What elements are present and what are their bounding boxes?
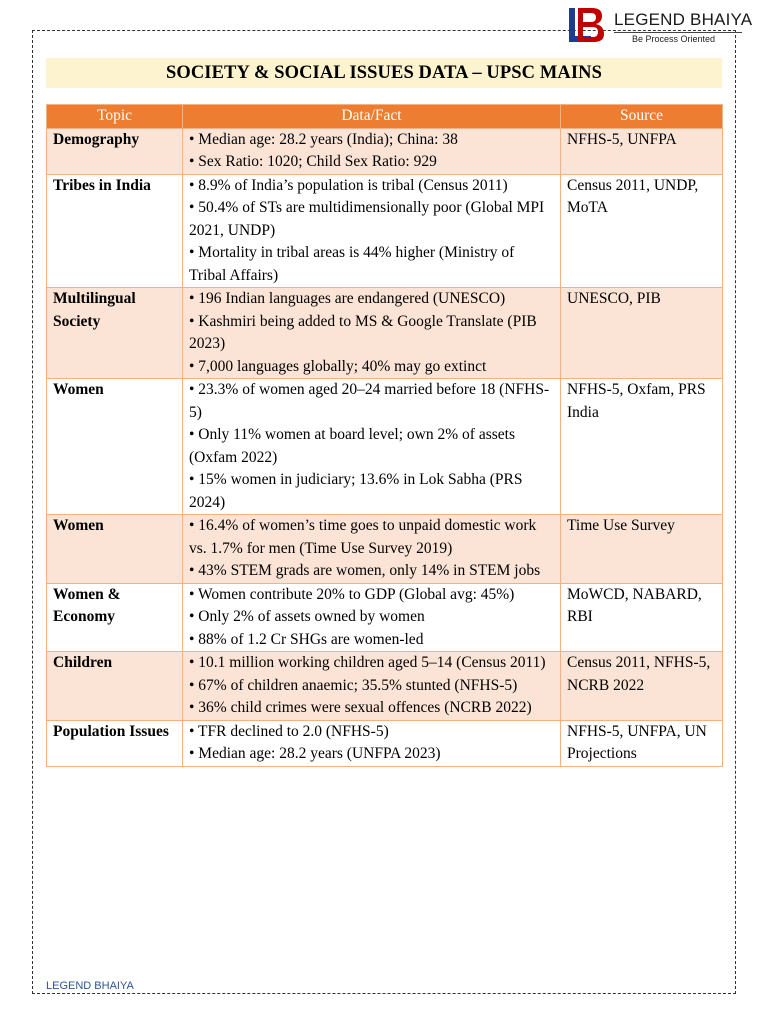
facts-cell <box>183 583 561 652</box>
facts-cell <box>183 720 561 766</box>
fact-item: • 16.4% of women’s time goes to unpaid domestic work vs. 1.7% for men (Time Use Survey 2019) <box>189 517 537 557</box>
source-cell: Time Use Survey <box>561 515 723 584</box>
fact-item: • 50.4% of STs are multidimensionally poor (Global MPI 2021, UNDP) <box>189 199 545 239</box>
source-cell: NFHS-5, Oxfam, PRS India <box>561 379 723 515</box>
footer-brand: LEGEND BHAIYA <box>46 980 134 992</box>
facts-cell <box>183 652 561 721</box>
fact-item: • 10.1 million working children aged 5–14 (Census 2011) <box>189 654 546 671</box>
topic-cell: Women <box>47 515 183 584</box>
logo-divider <box>614 32 742 33</box>
table-row <box>47 288 723 379</box>
header-source: Source <box>561 105 723 129</box>
fact-item: • 23.3% of women aged 20–24 married before 18 (NFHS-5) <box>189 381 550 421</box>
header-topic: Topic <box>47 105 183 129</box>
table-row <box>47 652 723 721</box>
source-cell: UNESCO, PIB <box>561 288 723 379</box>
table-row <box>47 128 723 174</box>
fact-item: • Only 2% of assets owned by women <box>189 608 425 625</box>
source-cell: NFHS-5, UNFPA <box>561 128 723 174</box>
fact-item: • 43% STEM grads are women, only 14% in STEM jobs <box>189 562 541 579</box>
facts-cell <box>183 515 561 584</box>
topic-cell: Women & Economy <box>47 583 183 652</box>
table-row <box>47 583 723 652</box>
fact-item: • 7,000 languages globally; 40% may go extinct <box>189 357 487 375</box>
lb-logo-icon <box>568 6 608 46</box>
fact-item: • 8.9% of India’s population is tribal (Census 2011) <box>189 176 508 194</box>
fact-item: • 15% women in judiciary; 13.6% in Lok Sabha (PRS 2024) <box>189 471 523 511</box>
fact-item: • Only 11% women at board level; own 2% of assets (Oxfam 2022) <box>189 426 515 466</box>
fact-item: • Median age: 28.2 years (UNFPA 2023) <box>189 745 441 762</box>
fact-item: • Median age: 28.2 years (India); China: 38 <box>189 130 458 148</box>
logo-tagline: Be Process Oriented <box>632 34 716 44</box>
fact-item: • 88% of 1.2 Cr SHGs are women-led <box>189 630 424 648</box>
topic-cell: Multilingual Society <box>47 288 183 379</box>
fact-item: • Kashmiri being added to MS & Google Translate (PIB 2023) <box>189 312 537 352</box>
topic-cell: Women <box>47 379 183 515</box>
header-data-fact: Data/Fact <box>183 105 561 129</box>
table-header-row <box>47 105 723 129</box>
table-row <box>47 174 723 288</box>
table-row <box>47 515 723 584</box>
brand-logo <box>568 6 753 46</box>
topic-cell: Tribes in India <box>47 174 183 288</box>
table-row <box>47 379 723 515</box>
fact-item: • 67% of children anaemic; 35.5% stunted (NFHS-5) <box>189 676 518 694</box>
facts-cell <box>183 288 561 379</box>
page-title: SOCIETY & SOCIAL ISSUES DATA – UPSC MAINS <box>46 58 722 88</box>
topic-cell: Demography <box>47 128 183 174</box>
facts-cell <box>183 128 561 174</box>
fact-item: • TFR declined to 2.0 (NFHS-5) <box>189 722 389 740</box>
source-cell: MoWCD, NABARD, RBI <box>561 583 723 652</box>
fact-item: • Mortality in tribal areas is 44% higher (Ministry of Tribal Affairs) <box>189 244 515 284</box>
fact-item: • Sex Ratio: 1020; Child Sex Ratio: 929 <box>189 153 437 170</box>
topic-cell: Children <box>47 652 183 721</box>
facts-cell <box>183 174 561 288</box>
source-cell: Census 2011, UNDP, MoTA <box>561 174 723 288</box>
fact-item: • 36% child crimes were sexual offences (NCRB 2022) <box>189 699 532 716</box>
logo-text: LEGEND BHAIYA <box>614 10 753 29</box>
source-cell: NFHS-5, UNFPA, UN Projections <box>561 720 723 766</box>
source-cell: Census 2011, NFHS-5, NCRB 2022 <box>561 652 723 721</box>
fact-item: • 196 Indian languages are endangered (UNESCO) <box>189 290 506 307</box>
table-row <box>47 720 723 766</box>
facts-cell <box>183 379 561 515</box>
topic-cell: Population Issues <box>47 720 183 766</box>
data-table <box>46 104 723 767</box>
fact-item: • Women contribute 20% to GDP (Global avg: 45%) <box>189 585 515 603</box>
